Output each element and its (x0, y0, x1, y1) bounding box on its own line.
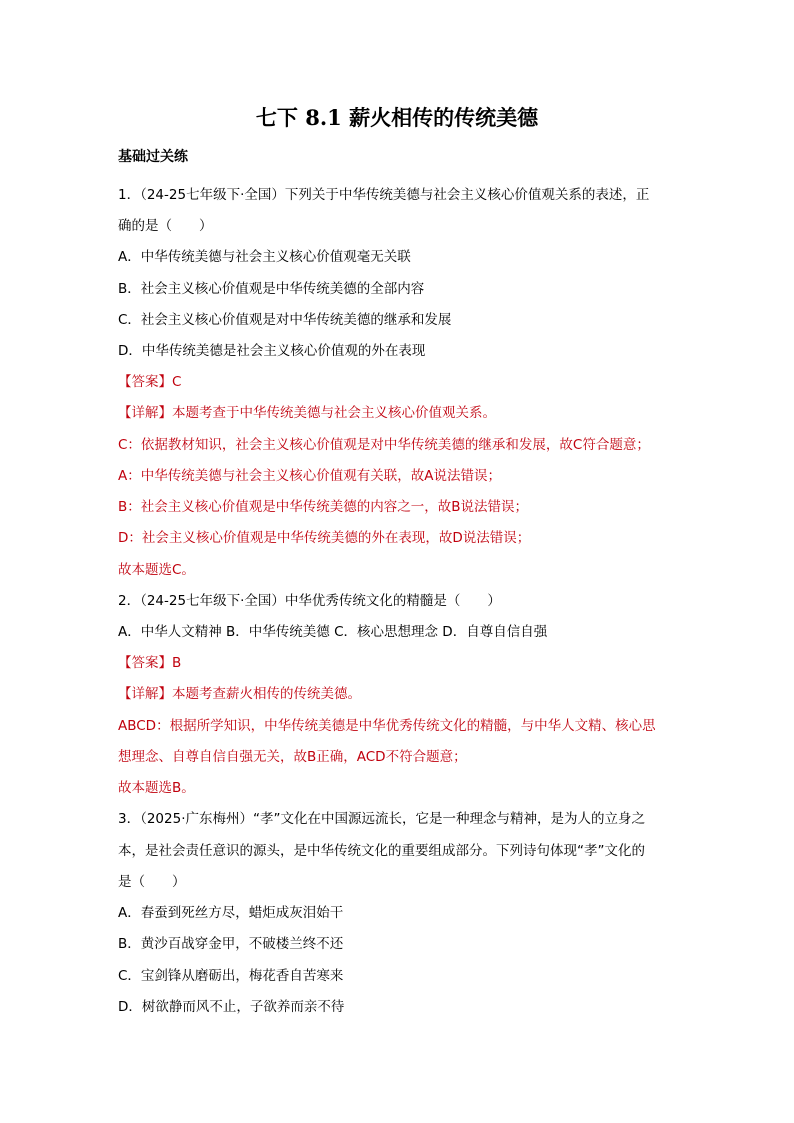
q1-option-c: C．社会主义核心价值观是对中华传统美德的继承和发展 (118, 312, 452, 328)
q2-conclusion: 故本题选B。 (118, 780, 195, 796)
q1-analysis-d: D：社会主义核心价值观是中华传统美德的外在表现，故D说法错误； (118, 530, 531, 546)
q3-option-a: A．春蚕到死丝方尽，蜡炬成灰泪始干 (118, 905, 344, 921)
q2-analysis-line-1: ABCD：根据所学知识，中华传统美德是中华优秀传统文化的精髓，与中华人文精、核心思 (118, 718, 656, 734)
q3-option-d: D．树欲静而风不止，子欲养而亲不待 (118, 999, 345, 1015)
q1-stem-line-2: 确的是（ ） (118, 218, 213, 234)
q3-stem-line-2: 本，是社会责任意识的源头，是中华传统文化的重要组成部分。下列诗句体现“孝”文化的 (118, 843, 645, 859)
q2-detail: 【详解】本题考查薪火相传的传统美德。 (118, 686, 361, 702)
document-title: 七下 8.1 薪火相传的传统美德 (255, 105, 539, 130)
q1-analysis-b: B：社会主义核心价值观是中华传统美德的内容之一，故B说法错误； (118, 499, 529, 515)
q3-option-c: C．宝剑锋从磨砺出，梅花香自苦寒来 (118, 968, 344, 984)
q2-analysis-line-2: 想理念、自尊自信自强无关，故B正确，ACD不符合题意； (118, 749, 467, 765)
q3-stem-line-1: 3．（2025·广东梅州）“孝”文化在中国源远流长，它是一种理念与精神，是为人的立身之 (118, 811, 645, 827)
q3-option-b: B．黄沙百战穿金甲，不破楼兰终不还 (118, 936, 344, 952)
q1-detail: 【详解】本题考查于中华传统美德与社会主义核心价值观关系。 (118, 405, 496, 421)
q1-option-a: A．中华传统美德与社会主义核心价值观毫无关联 (118, 249, 411, 265)
q1-answer: 【答案】C (118, 374, 182, 390)
q1-option-b: B．社会主义核心价值观是中华传统美德的全部内容 (118, 281, 425, 297)
q1-analysis-a: A：中华传统美德与社会主义核心价值观有关联，故A说法错误； (118, 468, 501, 484)
q1-stem-line-1: 1．（24-25七年级下·全国）下列关于中华传统美德与社会主义核心价值观关系的表述，正 (118, 187, 650, 203)
q1-analysis-c: C：依据教材知识，社会主义核心价值观是对中华传统美德的继承和发展，故C符合题意； (118, 437, 650, 453)
q2-stem: 2．（24-25七年级下·全国）中华优秀传统文化的精髓是（ ） (118, 593, 501, 609)
q1-option-d: D．中华传统美德是社会主义核心价值观的外在表现 (118, 343, 426, 359)
q3-stem-line-3: 是（ ） (118, 874, 186, 890)
section-heading: 基础过关练 (118, 149, 188, 165)
q2-options: A．中华人文精神 B．中华传统美德 C．核心思想理念 D．自尊自信自强 (118, 624, 548, 640)
q1-conclusion: 故本题选C。 (118, 562, 195, 578)
q2-answer: 【答案】B (118, 655, 182, 671)
